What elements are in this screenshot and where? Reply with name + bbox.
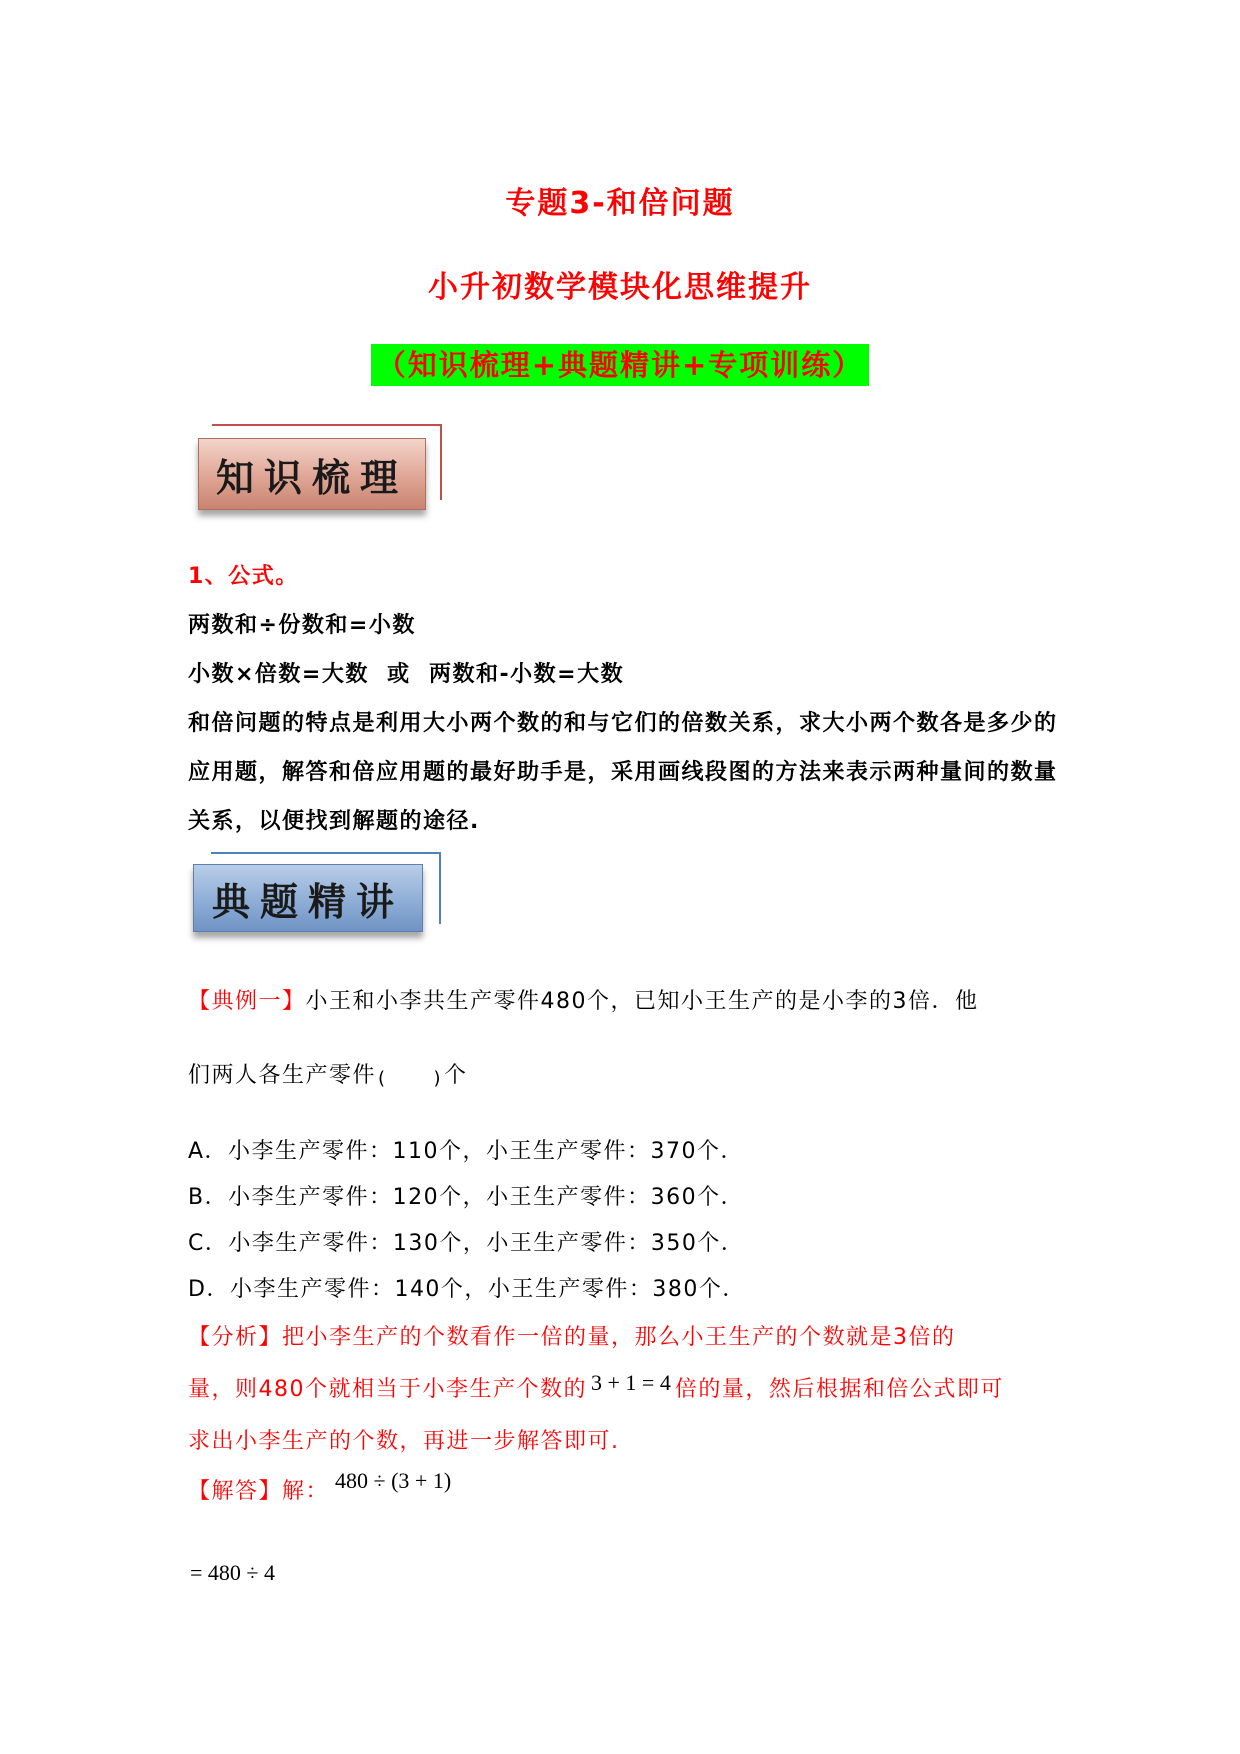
answer-math-1: 480 ÷ (3 + 1) <box>335 1468 452 1493</box>
analysis-text-1: 把小李生产的个数看作一倍的量，那么小王生产的个数就是3倍的 <box>282 1325 956 1350</box>
answer-math-2: = 480 ÷ 4 <box>190 1560 275 1585</box>
example-question-line-2 <box>188 1058 468 1089</box>
question-unit: 个 <box>444 1063 468 1088</box>
answer-prefix: 解： <box>282 1479 330 1504</box>
answer-label: 【解答】 <box>188 1479 283 1504</box>
option-a: A．小李生产零件：110个，小王生产零件：370个． <box>188 1139 745 1164</box>
formula-line-1: 两数和÷份数和=小数 <box>188 613 416 638</box>
example-question-line-1 <box>188 984 979 1015</box>
blank-close-paren: ) <box>433 1068 443 1089</box>
description-paragraph: 和倍问题的特点是利用大小两个数的和与它们的倍数关系，求大小两个数各是多少的应用题，解答和倍应用题的最好助手是，采用画线段图的方法来表示两种量间的数量关系，以便找到解题的途径. <box>188 711 1058 834</box>
analysis-label: 【分析】 <box>188 1325 283 1350</box>
analysis-math: 3 + 1 = 4 <box>591 1370 671 1395</box>
question-text-1: 小王和小李共生产零件480个，已知小王生产的是小李的3倍．他 <box>305 989 979 1014</box>
page-subtitle: 小升初数学模块化思维提升 <box>428 270 812 305</box>
option-b: B．小李生产零件：120个，小王生产零件：360个． <box>188 1185 745 1210</box>
analysis-line-1 <box>188 1320 956 1351</box>
analysis-text-2b: 倍的量，然后根据和倍公式即可 <box>674 1377 1004 1402</box>
analysis-line-3: 求出小李生产的个数，再进一步解答即可. <box>188 1429 620 1454</box>
blank-open-paren: ( <box>378 1068 387 1089</box>
banner-label: 知识梳理 <box>198 438 426 510</box>
knowledge-section <box>188 552 1068 846</box>
option-d: D．小李生产零件：140个，小王生产零件：380个． <box>188 1277 746 1302</box>
formula-line-2: 小数×倍数=大数 或 两数和-小数=大数 <box>188 662 625 687</box>
analysis-text-2a: 量，则480个就相当于小李生产个数的 <box>188 1377 587 1402</box>
tagline: （知识梳理+典题精讲+专项训练） <box>371 344 870 386</box>
option-c: C．小李生产零件：130个，小王生产零件：350个． <box>188 1231 745 1256</box>
answer-line-1 <box>188 1468 452 1505</box>
formula-heading: 1、公式。 <box>188 564 299 589</box>
question-text-2: 们两人各生产零件 <box>188 1063 377 1088</box>
banner-label: 典题精讲 <box>193 864 423 932</box>
page-title: 专题3-和倍问题 <box>505 186 735 221</box>
analysis-line-2 <box>188 1372 1004 1403</box>
tagline-wrap <box>0 344 1240 386</box>
example-label: 【典例一】 <box>188 989 306 1014</box>
